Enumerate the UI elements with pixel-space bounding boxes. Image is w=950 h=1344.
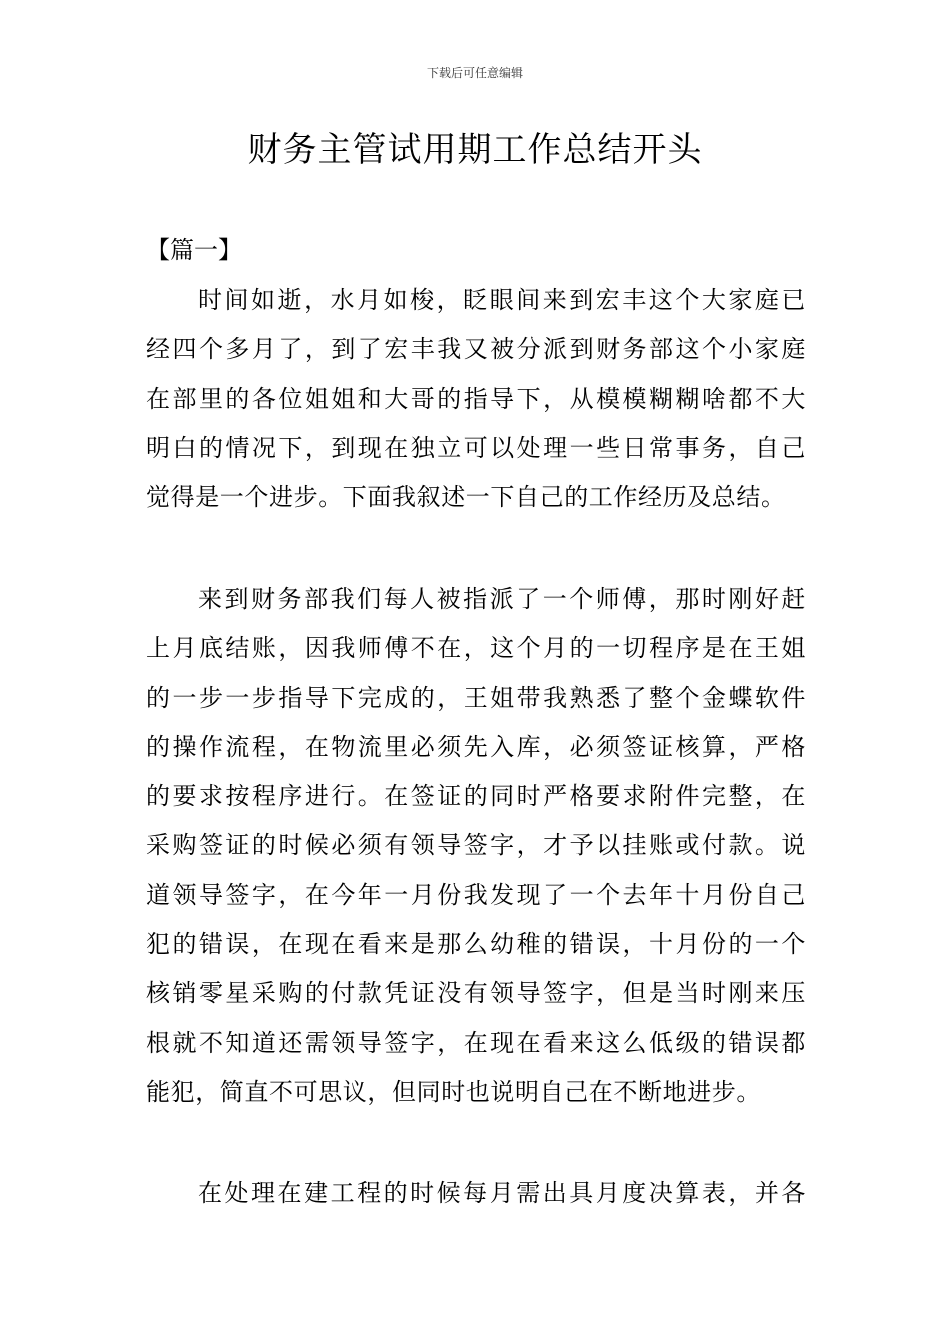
paragraph-line: 觉得是一个进步。下面我叙述一下自己的工作经历及总结。 [146,483,786,512]
paragraph-line: 能犯，简直不可思议，但同时也说明自己在不断地进步。 [146,1077,761,1106]
paragraph-line: 根就不知道还需领导签字，在现在看来这么低级的错误都 [146,1028,806,1057]
paragraph-line: 在处理在建工程的时候每月需出具月度决算表，并各 [198,1179,806,1207]
paragraph-line: 经四个多月了，到了宏丰我又被分派到财务部这个小家庭 [146,335,806,364]
paragraph-line: 来到财务部我们每人被指派了一个师傅，那时刚好赶 [198,585,806,613]
paragraph-1 [146,276,806,522]
section-label: 【篇一】 [146,236,242,264]
document-title: 财务主管试用期工作总结开头 [247,130,703,170]
paragraph-3 [146,1169,806,1218]
paragraph-line: 在部里的各位姐姐和大哥的指导下，从模模糊糊啥都不大 [146,384,806,413]
paragraph-2 [146,575,806,1117]
paragraph-line: 犯的错误，在现在看来是那么幼稚的错误，十月份的一个 [146,930,806,959]
paragraph-line: 时间如逝，水月如梭，眨眼间来到宏丰这个大家庭已 [198,286,806,314]
paragraph-line: 明白的情况下，到现在独立可以处理一些日常事务，自己 [146,433,806,462]
paragraph-line: 采购签证的时候必须有领导签字，才予以挂账或付款。说 [146,831,806,860]
paragraph-line: 的操作流程，在物流里必须先入库，必须签证核算，严格 [146,732,806,761]
paragraph-line: 核销零星采购的付款凭证没有领导签字，但是当时刚来压 [146,979,806,1008]
paragraph-line: 上月底结账，因我师傅不在，这个月的一切程序是在王姐 [146,634,806,663]
paragraph-line: 道领导签字，在今年一月份我发现了一个去年十月份自己 [146,880,806,909]
paragraph-line: 的要求按程序进行。在签证的同时严格要求附件完整，在 [146,782,806,811]
paragraph-line: 的一步一步指导下完成的，王姐带我熟悉了整个金蝶软件 [146,683,806,712]
header-note: 下载后可任意编辑 [426,66,523,80]
